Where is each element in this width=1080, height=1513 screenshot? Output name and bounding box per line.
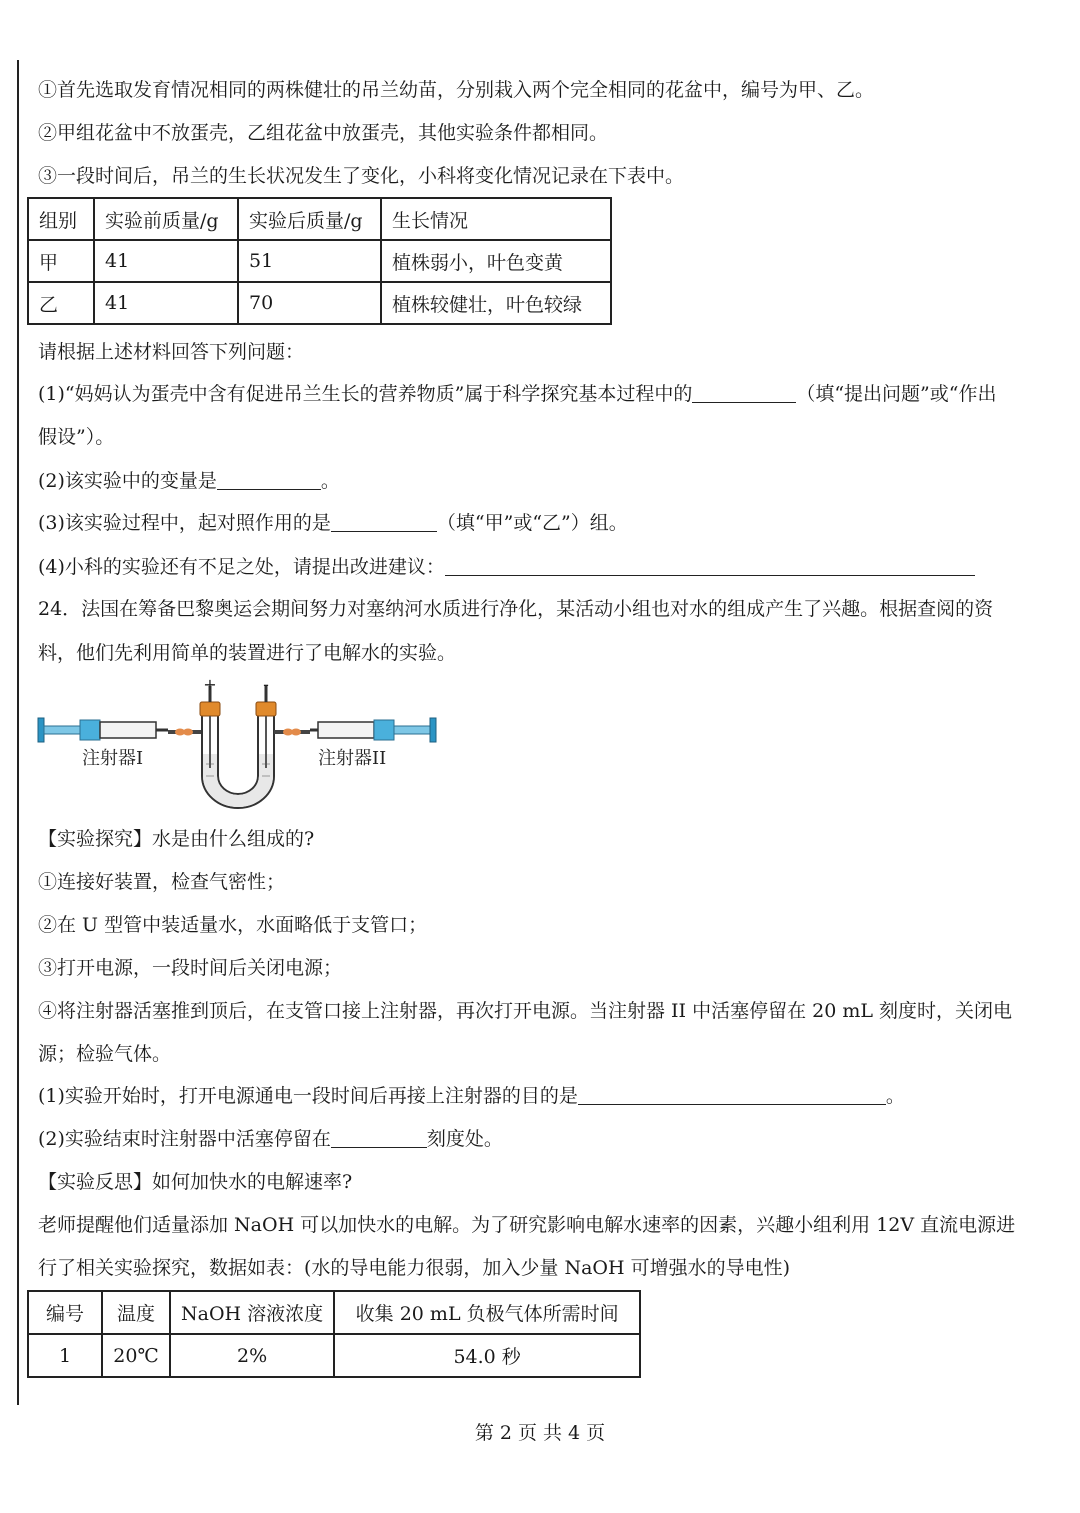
explore-title: 【实验探究】水是由什么组成的? [38,828,315,850]
explore-question-2 [38,1126,503,1152]
table-cell: 甲 [28,240,94,282]
table-cell: 2% [170,1334,334,1377]
reflect-line-2: 行了相关实验探究，数据如表：(水的导电能力很弱，加入少量 NaOH 可增强水的导电性) [38,1257,791,1279]
table-header-cell: 收集 20 mL 负极气体所需时间 [334,1291,640,1334]
q3-text: (3)该实验过程中，起对照作用的是 [38,512,331,534]
eq1-end: 。 [885,1085,905,1107]
electrolysis-table [27,1290,641,1378]
reflect-title: 【实验反思】如何加快水的电解速率? [38,1171,353,1193]
binding-margin-line [17,60,19,1405]
question-prompt: 请根据上述材料回答下列问题： [38,341,305,363]
q1-hint: （填“提出问题”或“作出 [796,383,997,405]
table-header-cell: 生长情况 [381,198,611,240]
table-cell: 1 [28,1334,102,1377]
table-header-cell: 实验后质量/g [238,198,381,240]
explore-step-2: ②在 U 型管中装适量水，水面略低于支管口； [38,914,428,936]
step-2: ②甲组花盆中不放蛋壳，乙组花盆中放蛋壳，其他实验条件都相同。 [38,122,609,144]
answer-blank-eq1[interactable] [578,1084,886,1105]
u-tube [202,712,274,808]
q1-text: (1)“妈妈认为蛋壳中含有促进吊兰生长的营养物质”属于科学探究基本过程中的 [38,383,693,405]
step-3: ③一段时间后，吊兰的生长状况发生了变化，小科将变化情况记录在下表中。 [38,165,685,187]
step-1: ①首先选取发育情况相同的两株健壮的吊兰幼苗，分别栽入两个完全相同的花盆中，编号为甲、乙。 [38,79,875,101]
connector-left [168,729,202,736]
table-header-cell: 实验前质量/g [94,198,238,240]
table-cell: 54.0 秒 [334,1334,640,1377]
table-cell: 20℃ [102,1334,170,1377]
answer-blank-q3[interactable] [331,511,437,532]
q24-line-1: 24．法国在筹备巴黎奥运会期间努力对塞纳河水质进行净化，某活动小组也对水的组成产生了兴趣。根据查阅的资 [38,598,994,620]
syringe-left [38,718,168,742]
question-1 [38,381,997,407]
q3-hint: （填“甲”或“乙”）组。 [436,512,628,534]
table-header-cell: 组别 [28,198,94,240]
explore-step-4: ④将注射器活塞推到顶后，在支管口接上注射器，再次打开电源。当注射器 II 中活塞停留在 20 mL 刻度时，关闭电 [38,1000,1013,1022]
table-cell: 植株较健壮，叶色较绿 [381,282,611,324]
reflect-line-1: 老师提醒他们适量添加 NaOH 可以加快水的电解。为了研究影响电解水速率的因素，兴趣小组利用 12V 直流电源进 [38,1214,1016,1236]
table-header-cell: NaOH 溶液浓度 [170,1291,334,1334]
table-cell: 41 [94,240,238,282]
electrolysis-apparatus [36,676,446,811]
minus-sign: - [263,676,269,694]
table-cell: 51 [238,240,381,282]
answer-blank-q2[interactable] [217,469,321,490]
explore-step-4-cont: 源；检验气体。 [38,1043,172,1065]
eq2-end: 刻度处。 [426,1128,503,1150]
table-row [28,282,611,324]
question-4 [38,554,975,580]
q4-text: (4)小科的实验还有不足之处，请提出改进建议： [38,556,445,578]
q24-line-2: 料，他们先利用简单的装置进行了电解水的实验。 [38,642,457,664]
plus-sign: + [203,676,217,694]
table-header-cell: 温度 [102,1291,170,1334]
q2-end: 。 [320,470,340,492]
eq1-text: (1)实验开始时，打开电源通电一段时间后再接上注射器的目的是 [38,1085,578,1107]
explore-step-1: ①连接好装置，检查气密性； [38,871,286,893]
explore-question-1 [38,1083,905,1109]
table-header-row [28,198,611,240]
syringe-2-label: 注射器II [318,748,387,769]
table-row [28,1334,640,1377]
answer-blank-q4[interactable] [445,555,975,576]
page-footer: 第 2 页 共 4 页 [474,1422,606,1444]
connector-right [274,729,310,736]
question-1-cont: 假设”）。 [38,426,115,448]
table-header-row [28,1291,640,1334]
q2-text: (2)该实验中的变量是 [38,470,217,492]
question-3 [38,510,628,536]
table-header-cell: 编号 [28,1291,102,1334]
answer-blank-q1[interactable] [692,382,796,403]
eq2-text: (2)实验结束时注射器中活塞停留在 [38,1128,331,1150]
question-2 [38,468,340,494]
syringe-1-label: 注射器I [82,748,144,769]
table-cell: 植株弱小，叶色变黄 [381,240,611,282]
answer-blank-eq2[interactable] [331,1127,427,1148]
table-cell: 70 [238,282,381,324]
table-cell: 41 [94,282,238,324]
table-cell: 乙 [28,282,94,324]
growth-table [27,197,612,325]
table-row [28,240,611,282]
explore-step-3: ③打开电源，一段时间后关闭电源； [38,957,343,979]
syringe-right [310,718,436,742]
